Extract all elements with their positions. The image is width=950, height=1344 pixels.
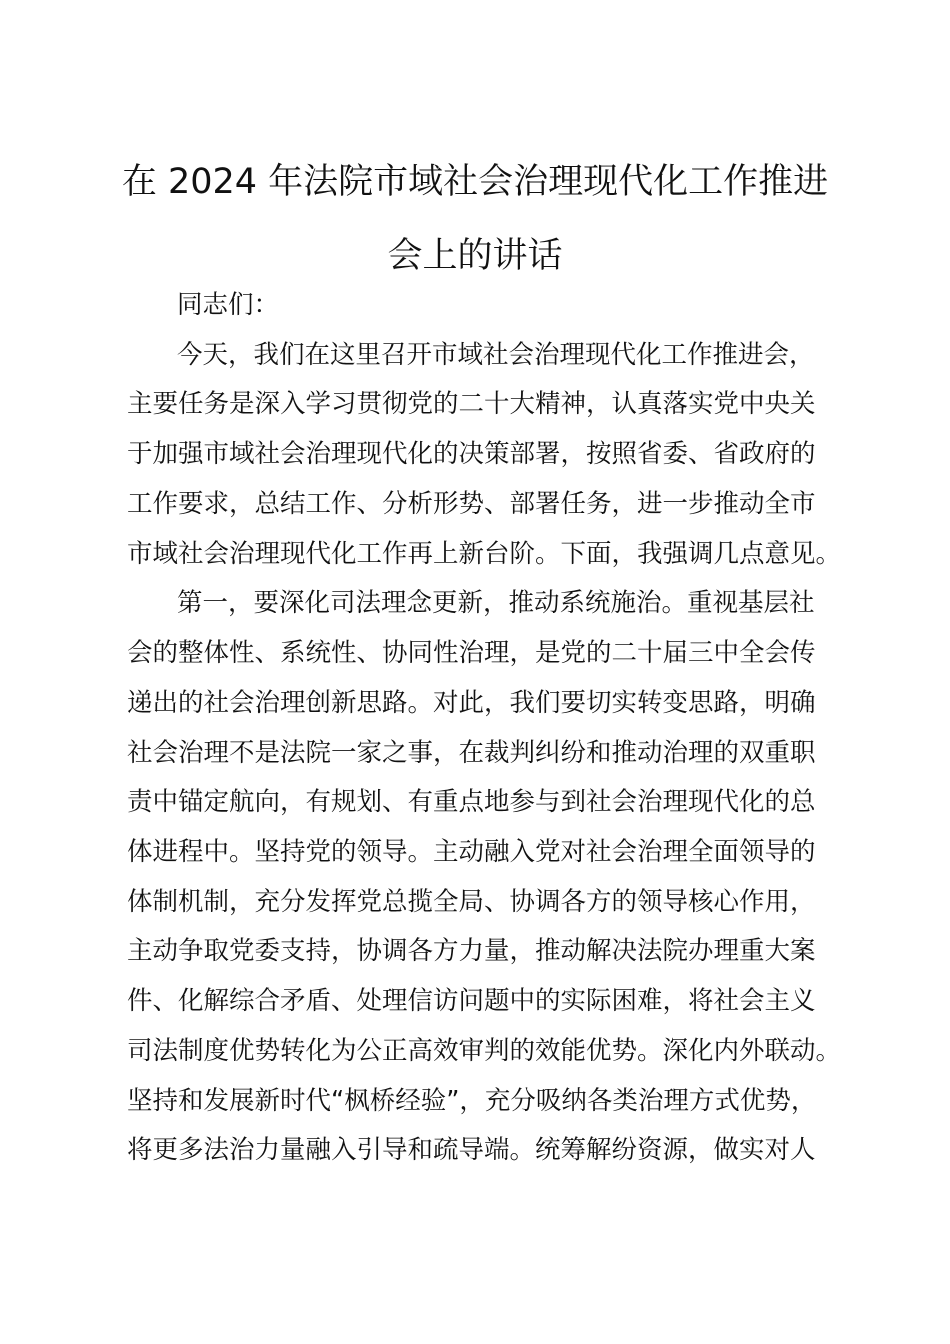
paragraph-line: 坚持和发展新时代“枫桥经验”，充分吸纳各类治理方式优势， <box>127 1086 817 1116</box>
paragraph-line: 将更多法治力量融入引导和疏导端。统筹解纷资源，做实对人 <box>127 1135 816 1165</box>
paragraph-line: 主要任务是深入学习贯彻党的二十大精神，认真落实党中央关 <box>127 389 816 419</box>
paragraph-line: 递出的社会治理创新思路。对此，我们要切实转变思路，明确 <box>127 688 816 718</box>
paragraph-line: 今天，我们在这里召开市域社会治理现代化工作推进会， <box>177 340 815 370</box>
paragraph-line: 体进程中。坚持党的领导。主动融入党对社会治理全面领导的 <box>127 837 816 867</box>
paragraph-line: 体制机制，充分发挥党总揽全局、协调各方的领导核心作用， <box>127 887 816 917</box>
paragraph-line: 于加强市域社会治理现代化的决策部署，按照省委、省政府的 <box>127 439 816 469</box>
paragraph-line: 责中锚定航向，有规划、有重点地参与到社会治理现代化的总 <box>127 787 816 817</box>
salutation: 同志们： <box>177 290 280 320</box>
paragraph-line: 司法制度优势转化为公正高效审判的效能优势。深化内外联动。 <box>127 1036 842 1066</box>
paragraph-line: 会的整体性、系统性、协同性治理，是党的二十届三中全会传 <box>127 638 816 668</box>
paragraph-line: 市域社会治理现代化工作再上新台阶。下面，我强调几点意见。 <box>127 539 842 569</box>
paragraph-line: 件、化解综合矛盾、处理信访问题中的实际困难，将社会主义 <box>127 986 816 1016</box>
paragraph-line: 社会治理不是法院一家之事，在裁判纠纷和推动治理的双重职 <box>127 738 816 768</box>
paragraph-line: 主动争取党委支持，协调各方力量，推动解决法院办理重大案 <box>127 936 816 966</box>
paragraph-line: 工作要求，总结工作、分析形势、部署任务，进一步推动全市 <box>127 489 816 519</box>
document-title-line-1: 在 2024 年法院市域社会治理现代化工作推进 <box>121 162 829 202</box>
document-title-line-2: 会上的讲话 <box>387 236 563 276</box>
paragraph-line: 第一，要深化司法理念更新，推动系统施治。重视基层社 <box>177 588 815 618</box>
